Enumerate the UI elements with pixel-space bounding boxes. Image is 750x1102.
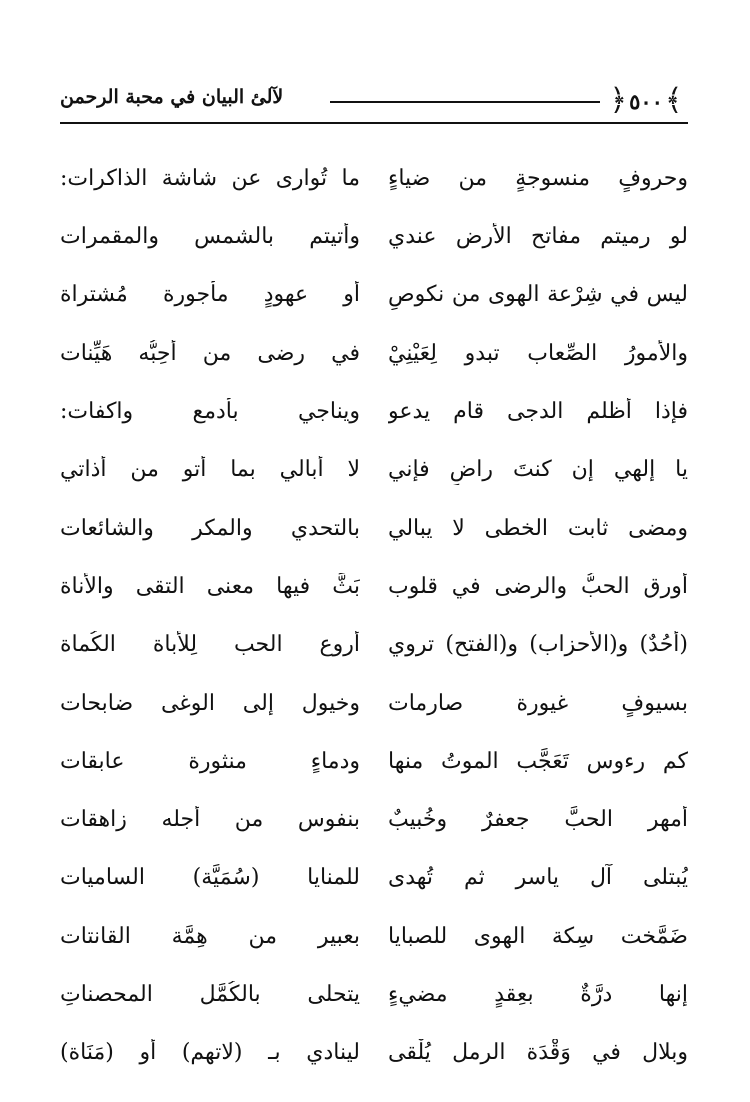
verse-left-hemistich: بنفوس من أجله زاهقات: [60, 807, 360, 833]
page-number-brace-right: ﴾: [664, 83, 683, 118]
verse-row: [60, 850, 688, 908]
verse-left-hemistich: أروع الحب لِلأُباة الكُماة: [60, 632, 360, 658]
verse-left-hemistich: ويناجي بأدمع واكفات:: [60, 399, 360, 425]
verse-row: [60, 441, 688, 499]
verse-right-hemistich: إنها درَّةٌ بعِقدٍ مضيءٍ: [388, 982, 688, 1007]
verse-row: [60, 908, 688, 966]
header-rule-short: [330, 101, 600, 103]
verse-right-hemistich: لو رميتم مفاتح الأرض عندي: [388, 224, 688, 250]
verse-left-hemistich: وخيول إلى الوغى ضابحات: [60, 690, 360, 716]
verse-right-hemistich: ليس في شِرْعة الهوى من نكوصٍ: [388, 282, 688, 308]
page-header: [60, 84, 688, 124]
verse-row: [60, 150, 688, 208]
verse-left-hemistich: بَثَّ فيها معنى التقى والأناة: [60, 573, 360, 599]
verse-row: [60, 500, 688, 558]
verse-right-hemistich: ضَمَّخت سِكة الهوى للصبايا: [388, 923, 688, 949]
verse-row: [60, 791, 688, 849]
verse-row: [60, 208, 688, 266]
verse-right-hemistich: وبلال في وَقْدَة الرمل يُلْقى: [388, 1040, 688, 1066]
verse-right-hemistich: أورق الحبُّ والرضى في قلوب: [388, 573, 688, 599]
page-number: ٥٠٠: [629, 88, 663, 114]
page-number-brace-left: ﴿: [609, 83, 628, 118]
verse-left-hemistich: بالتحدي والمكر والشائعات: [60, 515, 360, 541]
verse-left-hemistich: بعبير من هِمَّة القانتات: [60, 923, 360, 949]
verse-row: [60, 325, 688, 383]
page-number-box: [608, 84, 684, 118]
verse-right-hemistich: أمهر الحبَّ جعفرٌ وخُبيبٌ: [388, 807, 688, 833]
verse-right-hemistich: يُبتلى آل ياسر ثم تُهدى: [388, 865, 688, 891]
verse-right-hemistich: فإذا أظلم الدجى قام يدعو: [388, 399, 688, 425]
verse-row: [60, 616, 688, 674]
verse-right-hemistich: ومضى ثابت الخطى لا يبالي: [388, 515, 688, 541]
verse-row: [60, 383, 688, 441]
verse-left-hemistich: في رضى من أُحِبُّه هَيِّنات: [60, 340, 360, 366]
verse-right-hemistich: (أُحُدٌ) و(الأحزاب) و(الفتح) تروي: [388, 632, 688, 658]
poem-body: [60, 150, 688, 1083]
verse-right-hemistich: كم رءوس تَعَجَّب الموتُ منها: [388, 748, 688, 774]
verse-row: [60, 1024, 688, 1082]
verse-row: [60, 267, 688, 325]
verse-left-hemistich: ما تُوارى عن شاشة الذاكرات:: [60, 165, 360, 191]
verse-row: [60, 558, 688, 616]
header-rule: [60, 122, 688, 124]
verse-left-hemistich: أو عهودٍ مأجورة مُشتراة: [60, 282, 360, 308]
verse-right-hemistich: بسيوفٍ غيورة صارمات: [388, 690, 688, 716]
verse-right-hemistich: وحروفٍ منسوجةٍ من ضياءٍ: [388, 165, 688, 191]
verse-left-hemistich: لينادي بـ (لاتهم) أو (مَنَاة): [60, 1040, 360, 1066]
verse-row: [60, 675, 688, 733]
verse-left-hemistich: ودماءٍ منثورة عابقات: [60, 748, 360, 774]
book-title: لآلئ البيان في محبة الرحمن: [60, 86, 284, 108]
verse-left-hemistich: لا أبالي بما أتو من أذاتي: [60, 457, 360, 483]
verse-row: [60, 733, 688, 791]
verse-row: [60, 966, 688, 1024]
verse-right-hemistich: والأمورُ الصِّعاب تبدو لِعَيْنِيْ: [388, 340, 688, 366]
verse-left-hemistich: للمنايا (سُمَيَّة) الساميات: [60, 865, 360, 891]
verse-left-hemistich: وأتيتم بالشمس والمقمرات: [60, 224, 360, 250]
verse-left-hemistich: يتحلى بالكُمَّل المحصناتِ: [60, 982, 360, 1007]
verse-right-hemistich: يا إلهي إن كنتَ راضٍ فإني: [388, 457, 688, 483]
